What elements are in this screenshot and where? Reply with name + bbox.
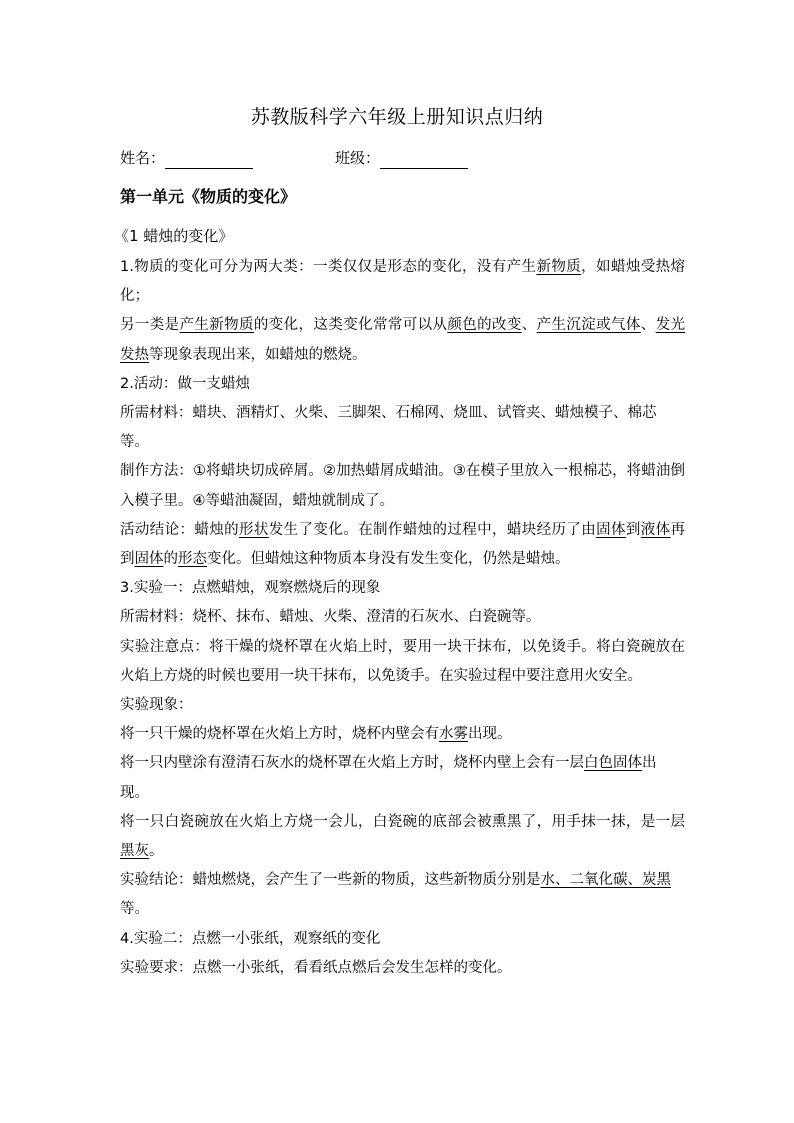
text-run: 4.实验二：点燃一小张纸，观察纸的变化	[120, 930, 381, 947]
paragraph	[120, 808, 685, 866]
underlined-term: 固体	[134, 551, 164, 568]
text-run: 所需材料：蜡块、酒精灯、火柴、三脚架、石棉网、烧皿、试管夹、蜡烛模子、棉芯等。	[120, 405, 657, 451]
underlined-term: 固体	[596, 521, 626, 538]
text-run: 实验结论：蜡烛燃烧，会产生了一些新的物质，这些新物质分别是	[120, 872, 541, 889]
paragraph	[120, 457, 685, 515]
text-run: 另一类是	[120, 317, 180, 334]
underlined-term: 发光发热	[120, 317, 686, 363]
text-run: 再到	[120, 521, 686, 568]
underlined-term: 液体	[640, 521, 671, 538]
text-run: 出现。	[120, 755, 657, 801]
name-label: 姓名：	[120, 149, 166, 167]
paragraph	[120, 954, 685, 983]
text-run: 变化。但蜡烛这种物质本身没有发生变化，仍然是蜡烛。	[207, 551, 570, 568]
paragraph	[120, 253, 685, 311]
class-field	[335, 147, 468, 169]
paragraph	[120, 516, 685, 574]
text-run: 的	[163, 551, 178, 568]
underlined-term: 新物质	[536, 259, 582, 275]
text-run: 所需材料：烧杯、抹布、蜡烛、火柴、澄清的石灰水、白瓷碗等。	[120, 609, 541, 626]
underlined-term: 水雾	[439, 726, 468, 743]
paragraph	[120, 749, 685, 807]
text-run: 的变化，这类变化常常可以从	[253, 317, 448, 334]
underlined-term: 形状	[239, 521, 269, 538]
body-text	[120, 253, 685, 983]
text-run: 实验现象：	[120, 697, 193, 714]
text-run: 等。	[120, 901, 149, 918]
class-label: 班级：	[335, 149, 381, 167]
text-run: 、	[640, 317, 656, 334]
text-run: 、	[521, 317, 537, 334]
underlined-term: 形态	[178, 551, 207, 568]
text-run: 活动结论：蜡烛的	[120, 521, 240, 538]
text-run: 2.活动：做一支蜡烛	[120, 375, 250, 392]
underlined-term: 黑灰	[120, 843, 149, 860]
text-run: 制作方法：①将蜡块切成碎屑。②加热蜡屑成蜡油。③在模子里放入一根棉芯，将蜡油倒入模子里。④等蜡油凝固，蜡烛就制成了。	[120, 463, 685, 509]
underlined-term: 产生新物质	[179, 317, 254, 334]
text-run: 出现。	[468, 726, 512, 743]
underlined-term: 颜色的改变	[447, 317, 522, 334]
paragraph	[120, 574, 685, 603]
text-run: 到	[625, 521, 641, 538]
text-run: 将一只白瓷碗放在火焰上方烧一会儿，白瓷碗的底部会被熏黑了，用手抹一抹，是一层	[120, 813, 685, 830]
underlined-term: 水、二氧化碳、炭黑	[540, 872, 671, 889]
unit-heading: 第一单元《物质的变化》	[120, 187, 297, 206]
paragraph	[120, 691, 685, 720]
paragraph	[120, 866, 685, 924]
underlined-term: 产生沉淀或气体	[536, 317, 641, 334]
underlined-term: 白色固体	[584, 755, 642, 772]
text-run: 实验注意点：将干燥的烧杯罩在火焰上时，要用一块干抹布，以免烫手。将白瓷碗放在火焰上方烧的时候也要用一块干抹布，以免烫手。在实验过程中要注意用火安全。	[120, 638, 685, 684]
text-run: 将一只干燥的烧杯罩在火焰上方时，烧杯内壁会有	[120, 726, 439, 743]
name-blank[interactable]	[165, 151, 253, 169]
text-run: 等现象表现出来，如蜡烛的燃烧。	[149, 346, 367, 363]
paragraph	[120, 370, 685, 399]
lesson-heading: 《1 蜡烛的变化》	[114, 227, 234, 245]
text-run: 将一只内壁涂有澄清石灰水的烧杯罩在火焰上方时，烧杯内壁上会有一层	[120, 755, 584, 772]
paragraph	[120, 399, 685, 457]
paragraph	[120, 311, 685, 369]
text-run: 3.实验一：点燃蜡烛，观察燃烧后的现象	[120, 580, 381, 597]
name-field	[120, 147, 253, 169]
class-blank[interactable]	[380, 151, 468, 169]
paragraph	[120, 603, 685, 632]
text-run: ，如蜡烛受热熔化；	[120, 259, 686, 305]
text-run: 1.物质的变化可分为两大类：一类仅仅是形态的变化，没有产生	[120, 259, 537, 275]
paragraph	[120, 925, 685, 954]
text-run: 。	[149, 843, 164, 860]
text-run: 实验要求：点燃一小张纸，看看纸点燃后会发生怎样的变化。	[120, 959, 512, 976]
paragraph	[120, 720, 685, 749]
text-run: 发生了变化。在制作蜡烛的过程中，蜡块经历了由	[268, 521, 597, 538]
document-title: 苏教版科学六年级上册知识点归纳	[250, 106, 544, 128]
paragraph	[120, 633, 685, 691]
